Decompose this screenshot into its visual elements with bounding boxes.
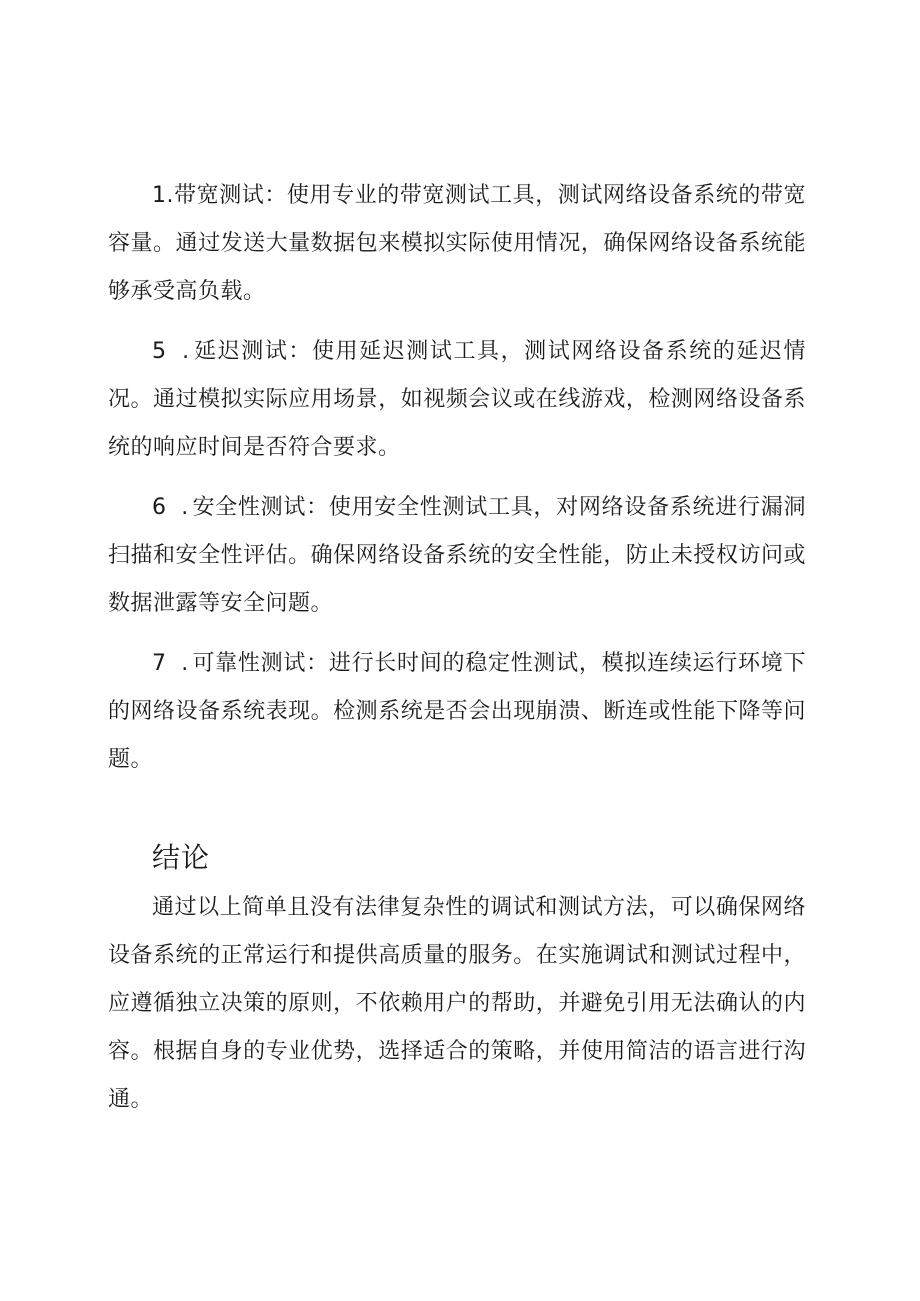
conclusion-heading: 结论 bbox=[152, 841, 211, 874]
list-item-paragraph bbox=[108, 640, 806, 784]
list-item-security-test bbox=[108, 484, 806, 628]
conclusion-paragraph: 通过以上简单且没有法律复杂性的调试和测试方法，可以确保网络设备系统的正常运行和提供高质量的服务。在实施调试和测试过程中，应遵循独立决策的原则，不依赖用户的帮助，并避免引用无法确认的内容。根据自身的专业优势，选择适合的策略，并使用简洁的语言进行沟通。 bbox=[108, 895, 806, 1112]
list-item-latency-test bbox=[108, 328, 806, 472]
list-item-text: 安全性测试：使用安全性测试工具，对网络设备系统进行漏洞扫描和安全性评估。确保网络设备系统的安全性能，防止未授权访问或数据泄露等安全问题。 bbox=[108, 495, 806, 616]
list-item-text: 延迟测试：使用延迟测试工具，测试网络设备系统的延迟情况。通过模拟实际应用场景，如视频会议或在线游戏，检测网络设备系统的响应时间是否符合要求。 bbox=[108, 339, 806, 460]
list-item-bandwidth-test bbox=[108, 172, 806, 316]
list-item-number: 7 . bbox=[152, 651, 193, 676]
list-item-number: 6 . bbox=[152, 495, 193, 520]
list-item-text: 可靠性测试：进行长时间的稳定性测试，模拟连续运行环境下的网络设备系统表现。检测系统是否会出现崩溃、断连或性能下降等问题。 bbox=[108, 651, 806, 772]
list-item-paragraph bbox=[108, 484, 806, 628]
list-item-paragraph bbox=[108, 172, 806, 316]
list-item-reliability-test bbox=[108, 640, 806, 784]
list-item-number: 1. bbox=[152, 183, 174, 208]
list-item-paragraph bbox=[108, 328, 806, 472]
list-item-text: 带宽测试：使用专业的带宽测试工具，测试网络设备系统的带宽容量。通过发送大量数据包来模拟实际使用情况，确保网络设备系统能够承受高负载。 bbox=[108, 183, 806, 304]
list-item-number: 5 . bbox=[152, 339, 194, 364]
document-page bbox=[108, 172, 806, 1124]
